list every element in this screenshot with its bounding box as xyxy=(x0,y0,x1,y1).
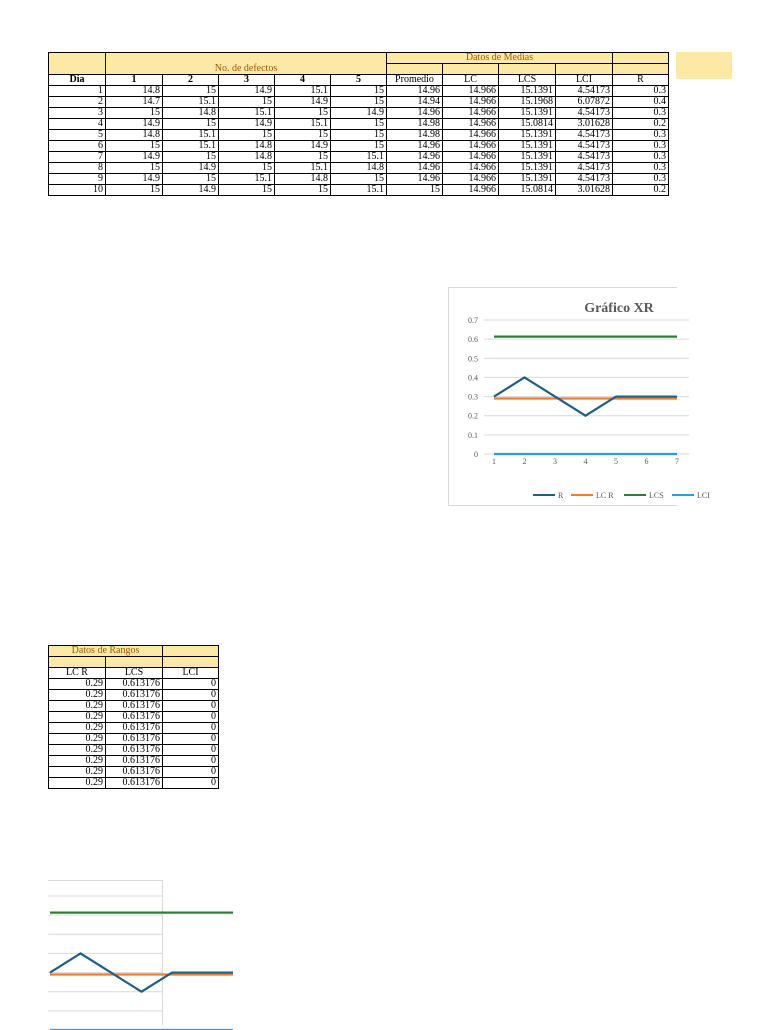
y-tick-label: 0.6 xyxy=(468,335,478,345)
column-header: LCI xyxy=(163,668,219,679)
table-cell: 0.613176 xyxy=(106,734,163,745)
table-cell: 14.9 xyxy=(106,119,163,130)
table-cell: 15 xyxy=(163,86,219,97)
column-header: 4 xyxy=(275,75,331,86)
table-cell: 4.54173 xyxy=(556,108,613,119)
table-cell: 4.54173 xyxy=(556,130,613,141)
table-cell: 0 xyxy=(163,745,219,756)
header-blank-sub xyxy=(499,64,556,75)
legend-label: LCI xyxy=(697,491,710,500)
table-cell: 10 xyxy=(49,185,106,196)
table-cell: 15.1391 xyxy=(499,141,556,152)
rangos-table xyxy=(48,645,219,789)
table-cell: 14.96 xyxy=(387,152,443,163)
table-cell: 0.3 xyxy=(613,86,669,97)
table-cell: 0 xyxy=(163,767,219,778)
table-cell: 15 xyxy=(275,185,331,196)
defectos-title: No. de defectos xyxy=(106,53,387,75)
table-cell: 14.966 xyxy=(443,86,499,97)
table-cell: 0 xyxy=(163,756,219,767)
table-cell: 14.9 xyxy=(219,86,275,97)
table-cell: 0 xyxy=(163,734,219,745)
table-cell: 14.9 xyxy=(219,119,275,130)
table-cell: 6 xyxy=(49,141,106,152)
y-tick-label: 0.7 xyxy=(468,316,478,325)
table-cell: 15.1 xyxy=(163,130,219,141)
table-cell: 15.1 xyxy=(275,163,331,174)
table-cell: 15 xyxy=(163,152,219,163)
table-cell: 0.613176 xyxy=(106,767,163,778)
table-cell: 14.966 xyxy=(443,141,499,152)
header-blank-sub xyxy=(613,64,669,75)
table-cell: 15 xyxy=(275,108,331,119)
table-cell: 0.29 xyxy=(49,690,106,701)
table-cell: 4.54173 xyxy=(556,86,613,97)
table-cell: 15 xyxy=(387,185,443,196)
table-cell: 4.54173 xyxy=(556,163,613,174)
table-cell: 15 xyxy=(331,86,387,97)
table-cell: 0.613176 xyxy=(106,778,163,789)
table-cell: 15.1968 xyxy=(499,97,556,108)
table-cell: 0.29 xyxy=(49,701,106,712)
table-cell: 15.0814 xyxy=(499,185,556,196)
table-cell: 14.966 xyxy=(443,119,499,130)
x-tick-label: 5 xyxy=(614,457,618,466)
table-cell: 0.3 xyxy=(613,108,669,119)
table-cell: 14.94 xyxy=(387,97,443,108)
table-cell: 15.1 xyxy=(275,119,331,130)
legend-label: LC R xyxy=(596,491,614,500)
table-cell: 14.9 xyxy=(106,152,163,163)
y-tick-label: 0.3 xyxy=(468,392,478,402)
column-header: Día xyxy=(49,75,106,86)
table-cell: 14.966 xyxy=(443,185,499,196)
header-blank-sub xyxy=(163,657,219,668)
header-blank-sub xyxy=(443,64,499,75)
table-cell: 14.8 xyxy=(163,108,219,119)
y-tick-label: 0.4 xyxy=(468,373,478,383)
table-cell: 0 xyxy=(163,679,219,690)
table-cell: 0.29 xyxy=(49,734,106,745)
header-blank-r xyxy=(613,53,669,64)
table-cell: 14.96 xyxy=(387,174,443,185)
table-cell: 6.07872 xyxy=(556,97,613,108)
table-cell: 5 xyxy=(49,130,106,141)
medias-title: Datos de Medias xyxy=(387,53,613,64)
table-cell: 0 xyxy=(163,723,219,734)
table-cell: 14.966 xyxy=(443,163,499,174)
table-cell: 0.2 xyxy=(613,119,669,130)
medias-table xyxy=(48,52,669,196)
table-cell: 8 xyxy=(49,163,106,174)
table-cell: 0.3 xyxy=(613,163,669,174)
table-cell: 15 xyxy=(275,130,331,141)
table-cell: 14.9 xyxy=(275,97,331,108)
rangos-title: Datos de Rangos xyxy=(49,646,163,657)
table-cell: 14.8 xyxy=(219,152,275,163)
table-cell: 14.966 xyxy=(443,130,499,141)
table-cell: 15.1391 xyxy=(499,174,556,185)
table-cell: 15 xyxy=(331,130,387,141)
table-cell: 15.1 xyxy=(219,174,275,185)
xr-chart-copy xyxy=(48,880,163,1025)
table-cell: 0.29 xyxy=(49,745,106,756)
chart-title: Gráfico XR xyxy=(584,301,654,316)
table-cell: 14.96 xyxy=(387,141,443,152)
x-tick-label: 7 xyxy=(675,457,679,466)
x-tick-label: 1 xyxy=(492,457,496,466)
table-cell: 0.613176 xyxy=(106,712,163,723)
table-cell: 3.01628 xyxy=(556,185,613,196)
header-blank-sub xyxy=(49,657,106,668)
table-cell: 15 xyxy=(163,119,219,130)
table-cell: 15 xyxy=(219,130,275,141)
table-cell: 15.1 xyxy=(331,152,387,163)
table-cell: 14.8 xyxy=(275,174,331,185)
column-header: 5 xyxy=(331,75,387,86)
table-cell: 15.1391 xyxy=(499,108,556,119)
header-blank xyxy=(163,646,219,657)
table-cell: 0 xyxy=(163,701,219,712)
table-cell: 0.4 xyxy=(613,97,669,108)
table-cell: 15 xyxy=(163,174,219,185)
table-cell: 15.1 xyxy=(331,185,387,196)
table-cell: 15 xyxy=(106,185,163,196)
table-cell: 14.9 xyxy=(163,185,219,196)
column-header: LCS xyxy=(106,668,163,679)
x-tick-label: 3 xyxy=(553,457,557,466)
table-cell: 15 xyxy=(331,174,387,185)
y-tick-label: 0 xyxy=(474,450,478,459)
table-cell: 0.29 xyxy=(49,756,106,767)
table-cell: 15.1391 xyxy=(499,163,556,174)
xr-chart xyxy=(448,287,710,506)
x-tick-label: 6 xyxy=(644,457,649,466)
xr-chart-copy-svg xyxy=(48,881,162,1025)
table-cell: 0.29 xyxy=(49,723,106,734)
column-header: LC R xyxy=(49,668,106,679)
table-cell: 2 xyxy=(49,97,106,108)
column-header: LC xyxy=(443,75,499,86)
table-cell: 14.96 xyxy=(387,86,443,97)
y-tick-label: 0.5 xyxy=(468,354,478,364)
table-cell: 0.3 xyxy=(613,130,669,141)
legend-label: LCS xyxy=(649,491,664,500)
table-cell: 0 xyxy=(163,690,219,701)
header-blank-sub xyxy=(106,657,163,668)
table-cell: 14.966 xyxy=(443,152,499,163)
table-cell: 3 xyxy=(49,108,106,119)
table-cell: 14.98 xyxy=(387,130,443,141)
table-cell: 0 xyxy=(163,778,219,789)
table-cell: 14.9 xyxy=(163,163,219,174)
table-cell: 14.966 xyxy=(443,108,499,119)
table-cell: 15.1 xyxy=(163,97,219,108)
table-cell: 14.9 xyxy=(275,141,331,152)
table-cell: 0.613176 xyxy=(106,701,163,712)
x-tick-label: 2 xyxy=(522,457,527,466)
table-cell: 3.01628 xyxy=(556,119,613,130)
table-cell: 0 xyxy=(163,712,219,723)
table-cell: 4.54173 xyxy=(556,141,613,152)
column-header: 1 xyxy=(106,75,163,86)
x-tick-label: 4 xyxy=(583,457,588,466)
header-fill-extension xyxy=(676,52,732,79)
table-cell: 15.1391 xyxy=(499,86,556,97)
table-cell: 7 xyxy=(49,152,106,163)
table-cell: 0.613176 xyxy=(106,723,163,734)
table-cell: 15 xyxy=(219,163,275,174)
table-cell: 0.3 xyxy=(613,141,669,152)
header-blank-sub xyxy=(556,64,613,75)
table-cell: 15 xyxy=(331,119,387,130)
table-cell: 15 xyxy=(331,141,387,152)
table-cell: 0.613176 xyxy=(106,679,163,690)
y-tick-label: 0.2 xyxy=(468,411,478,421)
table-cell: 0.613176 xyxy=(106,690,163,701)
column-header: LCS xyxy=(499,75,556,86)
y-tick-label: 0.1 xyxy=(468,430,478,440)
table-cell: 14.96 xyxy=(387,108,443,119)
table-cell: 14.8 xyxy=(331,163,387,174)
table-cell: 15 xyxy=(275,152,331,163)
table-cell: 14.8 xyxy=(219,141,275,152)
table-cell: 15 xyxy=(219,185,275,196)
column-header: 2 xyxy=(163,75,219,86)
table-cell: 1 xyxy=(49,86,106,97)
table-cell: 15.1 xyxy=(219,108,275,119)
table-cell: 0.3 xyxy=(613,152,669,163)
table-cell: 14.7 xyxy=(106,97,163,108)
table-cell: 4.54173 xyxy=(556,174,613,185)
table-cell: 15 xyxy=(106,163,163,174)
column-header: Promedio xyxy=(387,75,443,86)
table-cell: 0.29 xyxy=(49,712,106,723)
column-header: R xyxy=(613,75,669,86)
table-cell: 14.96 xyxy=(387,163,443,174)
table-cell: 14.9 xyxy=(106,174,163,185)
table-cell: 4 xyxy=(49,119,106,130)
table-cell: 15 xyxy=(106,141,163,152)
table-cell: 14.966 xyxy=(443,97,499,108)
table-cell: 14.8 xyxy=(106,86,163,97)
table-cell: 4.54173 xyxy=(556,152,613,163)
legend-label: R xyxy=(558,491,564,500)
table-cell: 15 xyxy=(219,97,275,108)
table-cell: 0.613176 xyxy=(106,745,163,756)
table-cell: 15 xyxy=(106,108,163,119)
table-cell: 0.2 xyxy=(613,185,669,196)
table-cell: 15.1 xyxy=(275,86,331,97)
table-cell: 15 xyxy=(331,97,387,108)
table-cell: 0.613176 xyxy=(106,756,163,767)
column-header: LCI xyxy=(556,75,613,86)
table-cell: 14.8 xyxy=(106,130,163,141)
table-cell: 0.29 xyxy=(49,778,106,789)
header-blank-sub xyxy=(387,64,443,75)
table-cell: 15.0814 xyxy=(499,119,556,130)
table-cell: 0.29 xyxy=(49,767,106,778)
table-cell: 15.1391 xyxy=(499,130,556,141)
table-cell: 15.1 xyxy=(163,141,219,152)
column-header: 3 xyxy=(219,75,275,86)
xr-chart-svg xyxy=(449,288,710,505)
table-cell: 14.9 xyxy=(331,108,387,119)
table-cell: 0.29 xyxy=(49,679,106,690)
table-cell: 14.966 xyxy=(443,174,499,185)
table-cell: 15.1391 xyxy=(499,152,556,163)
table-cell: 14.98 xyxy=(387,119,443,130)
header-blank xyxy=(49,53,106,75)
table-cell: 9 xyxy=(49,174,106,185)
table-cell: 0.3 xyxy=(613,174,669,185)
